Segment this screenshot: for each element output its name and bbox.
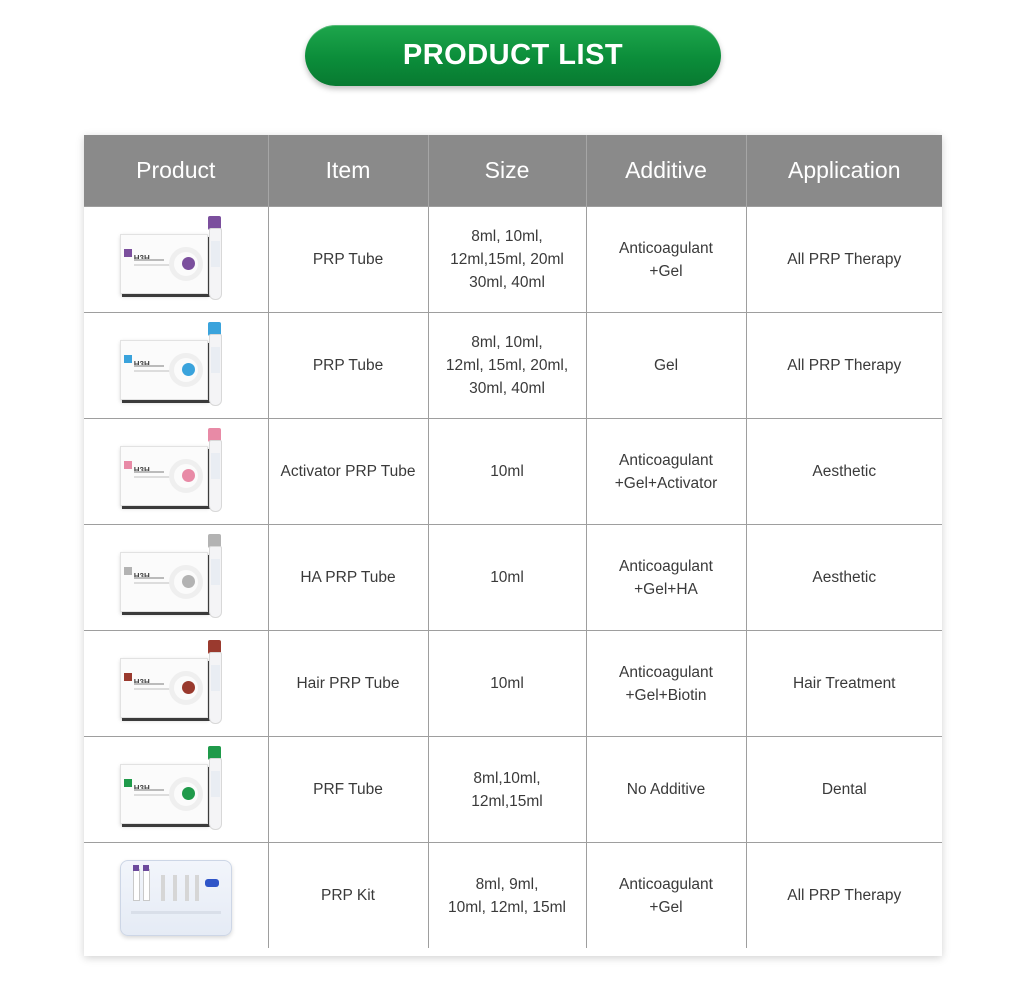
product-box [120,764,208,824]
size-cell [428,313,586,419]
additive-cell-text: Gel [653,357,679,374]
size-cell-text: 8ml, 9ml, 10ml, 12ml, 15ml [447,875,566,916]
product-image-cell [84,313,268,419]
box-color-square [124,673,132,681]
box-color-dot [182,575,195,588]
application-cell-text: Hair Treatment [792,675,896,692]
product-box-tube-image [116,744,236,836]
tube-label [211,771,220,797]
box-text-line [134,582,172,584]
product-image-cell [84,843,268,949]
table-row [84,525,942,631]
application-cell-text: All PRP Therapy [787,357,902,374]
tube-label [211,559,220,585]
application-cell-text: All PRP Therapy [787,887,902,904]
tube-label [211,347,220,373]
kit-syringe [195,875,199,901]
tube [209,228,222,300]
application-cell [746,207,942,313]
additive-cell [586,631,746,737]
item-cell [268,843,428,949]
kit-tourniquet [205,879,219,887]
product-box-tube-image [116,214,236,306]
kit-tube [133,869,140,901]
box-text-line [134,577,164,579]
product-box [120,340,208,400]
item-cell-text: Hair PRP Tube [296,675,400,692]
product-box [120,552,208,612]
product-box [120,658,208,718]
product-box-tube-image [116,320,236,412]
product-box [120,234,208,294]
product-table [84,135,942,948]
page-title-banner [305,25,721,86]
additive-cell-text: Anticoagulant +Gel+Activator [614,451,718,492]
item-cell [268,207,428,313]
product-image-cell [84,525,268,631]
additive-cell-text: Anticoagulant +Gel+Biotin [619,663,713,704]
item-cell-text: PRP Tube [312,251,384,268]
application-cell [746,525,942,631]
product-box-tube-image [116,532,236,624]
size-cell-text: 8ml,10ml, 12ml,15ml [471,769,543,810]
application-cell [746,737,942,843]
box-color-dot [182,469,195,482]
application-cell-text: Aesthetic [812,463,877,480]
product-image-cell [84,737,268,843]
box-text-line [134,683,164,685]
kit-syringe [173,875,177,901]
box-text-line [134,789,164,791]
box-color-dot [182,681,195,694]
box-text-line [134,688,172,690]
item-cell-text: PRP Kit [321,887,375,904]
tube [209,440,222,512]
table-row [84,313,942,419]
tube-label [211,453,220,479]
tube-label [211,665,220,691]
additive-cell [586,737,746,843]
item-cell-text: Activator PRP Tube [280,463,416,480]
additive-cell [586,525,746,631]
column-header-additive: Additive [586,135,746,207]
kit-tray [120,860,232,936]
kit-tube-cap [143,865,149,871]
item-cell [268,525,428,631]
item-cell-text: PRP Tube [312,357,384,374]
box-color-square [124,461,132,469]
kit-syringe [185,875,189,901]
size-cell [428,737,586,843]
product-box-tube-image [116,426,236,518]
table-row [84,737,942,843]
size-cell-text: 10ml [490,569,524,586]
product-image-cell [84,419,268,525]
item-cell [268,737,428,843]
column-header-application: Application [746,135,942,207]
size-cell [428,843,586,949]
size-cell [428,525,586,631]
size-cell [428,419,586,525]
box-color-square [124,249,132,257]
size-cell-text: 10ml [490,675,524,692]
size-cell-text: 10ml [490,463,524,480]
item-cell-text: HA PRP Tube [300,569,396,586]
box-text-line [134,794,172,796]
application-cell [746,843,942,949]
tube-label [211,241,220,267]
product-table-container [84,135,942,956]
column-header-item: Item [268,135,428,207]
tube [209,758,222,830]
column-header-size: Size [428,135,586,207]
product-image-cell [84,631,268,737]
size-cell-text: 8ml, 10ml, 12ml,15ml, 20ml 30ml, 40ml [450,228,564,291]
size-cell-text: 8ml, 10ml, 12ml, 15ml, 20ml, 30ml, 40ml [445,334,569,397]
additive-cell [586,843,746,949]
box-color-dot [182,787,195,800]
box-text-line [134,365,164,367]
column-header-product: Product [84,135,268,207]
size-cell [428,207,586,313]
application-cell-text: Aesthetic [812,569,877,586]
item-cell [268,313,428,419]
additive-cell-text: Anticoagulant +Gel [619,239,713,280]
application-cell-text: Dental [821,781,867,798]
application-cell [746,631,942,737]
box-text-line [134,471,164,473]
item-cell [268,419,428,525]
table-row [84,207,942,313]
kit-tube-cap [133,865,139,871]
tube [209,652,222,724]
application-cell [746,419,942,525]
additive-cell [586,207,746,313]
box-color-dot [182,257,195,270]
application-cell [746,313,942,419]
additive-cell [586,313,746,419]
product-image-cell [84,207,268,313]
box-text-line [134,264,172,266]
table-row [84,631,942,737]
table-header-row [84,135,942,207]
kit-syringe [161,875,165,901]
size-cell [428,631,586,737]
kit-tube [143,869,150,901]
tube [209,334,222,406]
page-title: PRODUCT LIST [402,39,624,71]
additive-cell [586,419,746,525]
box-text-line [134,370,172,372]
kit-tray-ridge [131,911,221,914]
box-color-square [124,355,132,363]
prp-kit-tray-image [116,850,236,942]
box-color-square [124,567,132,575]
box-color-dot [182,363,195,376]
box-text-line [134,259,164,261]
product-box [120,446,208,506]
item-cell-text: PRF Tube [313,781,383,798]
product-box-tube-image [116,638,236,730]
tube [209,546,222,618]
additive-cell-text: Anticoagulant +Gel+HA [619,557,713,598]
additive-cell-text: No Additive [626,781,706,798]
box-text-line [134,476,172,478]
additive-cell-text: Anticoagulant +Gel [619,875,713,916]
table-row [84,843,942,949]
application-cell-text: All PRP Therapy [787,251,902,268]
table-row [84,419,942,525]
box-color-square [124,779,132,787]
item-cell [268,631,428,737]
